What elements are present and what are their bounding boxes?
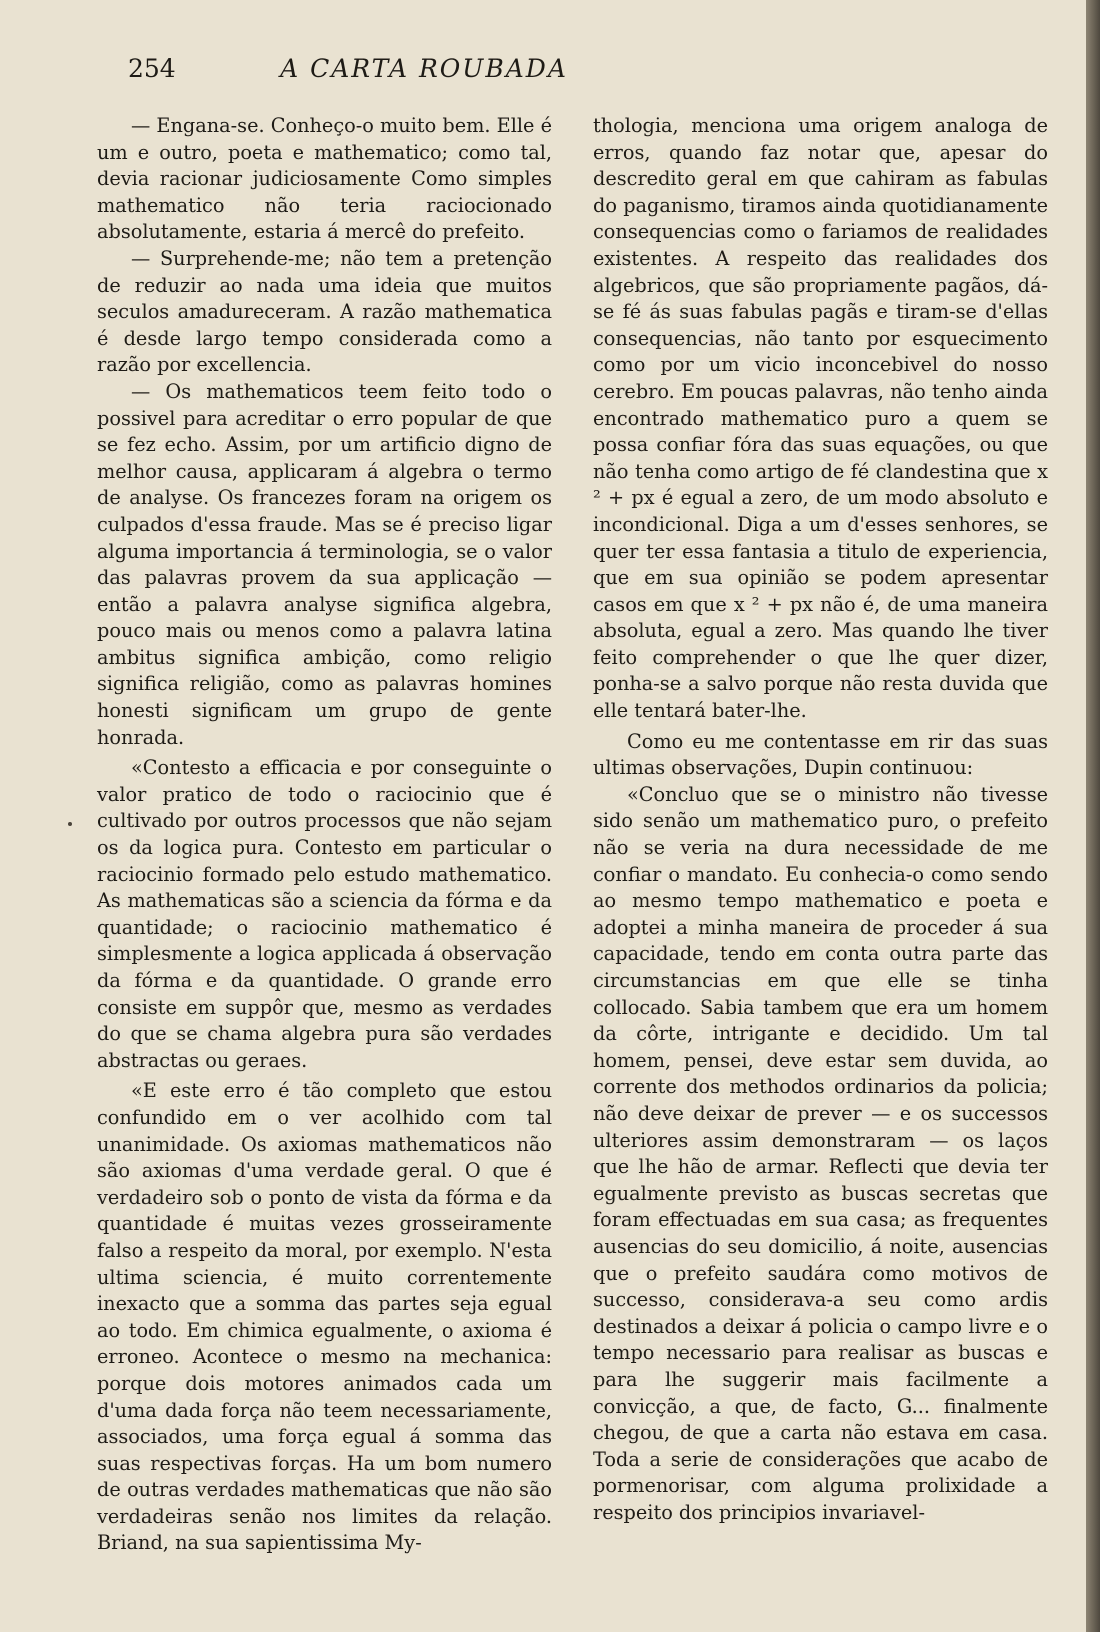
page-header bbox=[128, 54, 720, 90]
ink-speck bbox=[68, 822, 72, 826]
paragraph: — Surprehende-me; não tem a pretenção de reduzir ao nada uma ideia que muitos seculos amadureceram. A razão mathematica é desde largo tempo considerada como a razão por excellencia. bbox=[97, 246, 552, 377]
paragraph: — Engana-se. Conheço-o muito bem. Elle é um e outro, poeta e mathematico; como tal, devia racionar judiciosamente Como simples mathematico não teria raciocionado absolutamente, estaria á mercê do prefeito. bbox=[97, 114, 553, 244]
left-column bbox=[97, 113, 552, 1557]
book-gutter-shadow bbox=[1086, 0, 1100, 1632]
running-title: A CARTA ROUBADA bbox=[280, 54, 568, 83]
paragraph: thologia, menciona uma origem analoga de erros, quando faz notar que, apesar do descredito geral em que cahiram as fabulas do paganismo, tiramos ainda quotidianamente consequencias como o fariamos de realidades existentes. A respeito das realidades dos algebricos, que são propriamente pagãos, dá-se fé ás suas fabulas pagãs e tiram-se d'ellas consequencias, não tanto por esquecimento como por um vicio inconcebivel do nosso cerebro. Em poucas palavras, não tenho ainda encontrado mathematico puro a quem se possa confiar fóra das suas equações, ou que não tenha como artigo de fé clandestina que x ² + px é egual a zero, de um modo absoluto e incondicional. Diga a um d'esses senhores, se quer ter essa fantasia a titulo de experiencia, que em sua opinião se podem apresentar casos em que x ² + px não é, de uma maneira absoluta, egual a zero. Mas quando lhe tiver feito comprehender o que lhe quer dizer, ponha-se a salvo porque não resta duvida que elle tentará bater-lhe. bbox=[593, 114, 1048, 723]
paragraph: «Concluo que se o ministro não tivesse sido senão um mathematico puro, o prefeito não se veria na dura necessidade de me confiar o mandato. Eu conhecia-o como sendo ao mesmo tempo mathematico e poeta e adoptei a minha maneira de proceder á sua capacidade, tendo em conta outra parte das circumstancias em que elle se tinha collocado. Sabia tambem que era um homem da côrte, intrigante e decidido. Um tal homem, pensei, deve estar sem duvida, ao corrente dos methodos ordinarios da policia; não deve deixar de prever — e os successos ulteriores assim demonstraram — os laços que lhe hão de armar. Reflecti que devia ter egualmente previsto as buscas secretas que foram effectuadas em sua casa; as frequentes ausencias do seu domicilio, á noite, ausencias que o prefeito saudára como motivos de successo, considerava-a seu como ardis destinados a deixar á policia o campo livre e o tempo necessario para realisar as buscas e para lhe suggerir mais facilmente a convicção, a que, de facto, G... finalmente chegou, de que a carta não estava em casa. Toda a serie de considerações que acabo de pormenorisar, com alguma prolixidade a respeito dos principios invariavel- bbox=[593, 782, 1048, 1524]
paragraph: — Os mathematicos teem feito todo o possivel para acreditar o erro popular de que se fez echo. Assim, por um artificio digno de melhor causa, applicaram á algebra o termo de analyse. Os francezes foram na origem os culpados d'essa fraude. Mas se é preciso ligar alguma importancia á terminologia, se o valor das palavras provem da sua applicação — então a palavra analyse significa algebra, pouco mais ou menos como a palavra latina ambitus significa ambição, como religio significa religião, como as palavras homines honesti significam um grupo de gente honrada. bbox=[97, 379, 552, 749]
page-number: 254 bbox=[128, 54, 176, 83]
paragraph: Como eu me contentasse em rir das suas ultimas observações, Dupin continuou: bbox=[593, 729, 1048, 780]
paragraph: «Contesto a efficacia e por conseguinte o valor pratico de todo o raciocinio que é cultivado por outros processos que não sejam os da logica pura. Contesto em particular o raciocinio formado pelo estudo mathematico. As mathematicas são a sciencia da fórma e da quantidade; o raciocinio mathematico é simplesmente a logica applicada á observação da fórma e da quantidade. O grande erro consiste em suppôr que, mesmo as verdades do que se chama algebra pura são verdades abstractas ou geraes. bbox=[97, 756, 552, 1072]
right-column bbox=[593, 113, 1048, 1526]
paragraph: «E este erro é tão completo que estou confundido em o ver acolhido com tal unanimidade. Os axiomas mathematicos não são axiomas d'uma verdade geral. O que é verdadeiro sob o ponto de vista da fórma e da quantidade é muitas vezes grosseiramente falso a respeito da moral, por exemplo. N'esta ultima sciencia, é muito correntemente inexacto que a somma das partes seja egual ao todo. Em chimica egualmente, o axioma é erroneo. Acontece o mesmo na mechanica: porque dois motores animados cada um d'uma dada força não teem necessariamente, associados, uma força egual á somma das suas respectivas forças. Ha um bom numero de outras verdades mathematicas que não são verdadeiras senão nos limites da relação. Briand, na sua sapientissima My- bbox=[97, 1079, 552, 1555]
